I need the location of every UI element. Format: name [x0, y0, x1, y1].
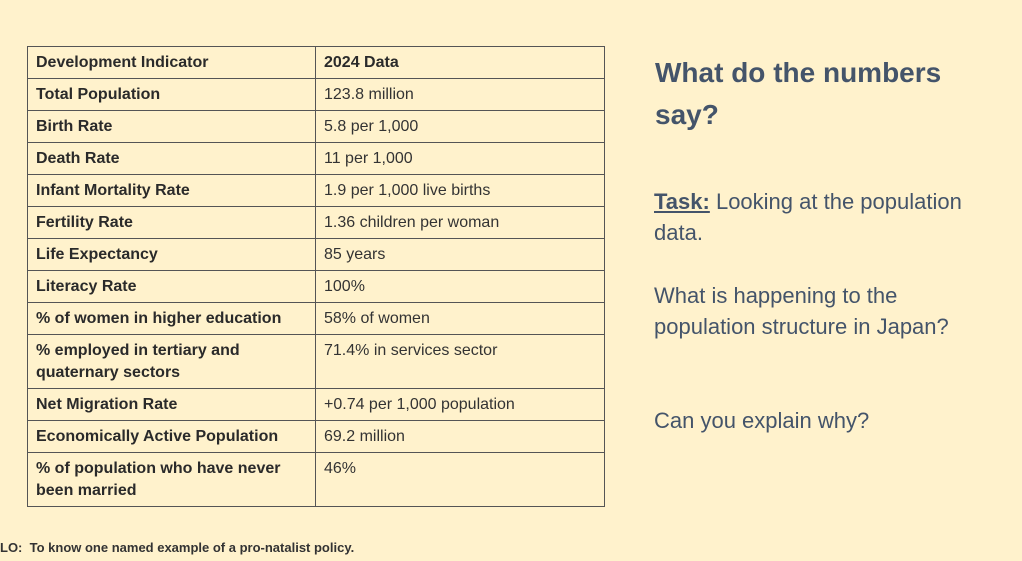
table-row	[28, 421, 605, 453]
row-value: 100%	[316, 271, 605, 303]
row-indicator: % employed in tertiary and quaternary sectors	[28, 335, 316, 389]
row-value: 69.2 million	[316, 421, 605, 453]
learning-objective	[0, 540, 354, 555]
development-indicator-table	[27, 46, 605, 507]
row-value: 11 per 1,000	[316, 143, 605, 175]
lo-label: LO:	[0, 540, 23, 555]
row-indicator: Economically Active Population	[28, 421, 316, 453]
task-label: Task:	[654, 189, 710, 214]
table-row	[28, 175, 605, 207]
question-structure: What is happening to the population structure in Japan?	[654, 283, 949, 339]
table-row	[28, 389, 605, 421]
header-indicator: Development Indicator	[28, 47, 316, 79]
table-header-row	[28, 47, 605, 79]
row-indicator: % of population who have never been married	[28, 453, 316, 507]
row-value: 85 years	[316, 239, 605, 271]
row-indicator: Life Expectancy	[28, 239, 316, 271]
table-row	[28, 111, 605, 143]
row-indicator: Fertility Rate	[28, 207, 316, 239]
slide-title: What do the numbers say?	[655, 57, 942, 130]
row-indicator: Death Rate	[28, 143, 316, 175]
row-value: +0.74 per 1,000 population	[316, 389, 605, 421]
table-row	[28, 143, 605, 175]
row-value: 1.9 per 1,000 live births	[316, 175, 605, 207]
question-why: Can you explain why?	[654, 408, 870, 433]
lo-text: To know one named example of a pro-natalist policy.	[29, 540, 355, 555]
row-value: 123.8 million	[316, 79, 605, 111]
table-row	[28, 453, 605, 507]
row-value: 71.4% in services sector	[316, 335, 605, 389]
header-data: 2024 Data	[316, 47, 605, 79]
row-indicator: % of women in higher education	[28, 303, 316, 335]
table-row	[28, 335, 605, 389]
table-row	[28, 207, 605, 239]
row-value: 1.36 children per woman	[316, 207, 605, 239]
row-value: 46%	[316, 453, 605, 507]
row-indicator: Birth Rate	[28, 111, 316, 143]
row-indicator: Infant Mortality Rate	[28, 175, 316, 207]
table-row	[28, 303, 605, 335]
row-indicator: Net Migration Rate	[28, 389, 316, 421]
row-value: 5.8 per 1,000	[316, 111, 605, 143]
task-paragraph	[654, 186, 994, 248]
row-value: 58% of women	[316, 303, 605, 335]
table-row	[28, 239, 605, 271]
row-indicator: Total Population	[28, 79, 316, 111]
row-indicator: Literacy Rate	[28, 271, 316, 303]
task-text: Looking at the population data.	[654, 189, 962, 245]
table-row	[28, 271, 605, 303]
table-row	[28, 79, 605, 111]
